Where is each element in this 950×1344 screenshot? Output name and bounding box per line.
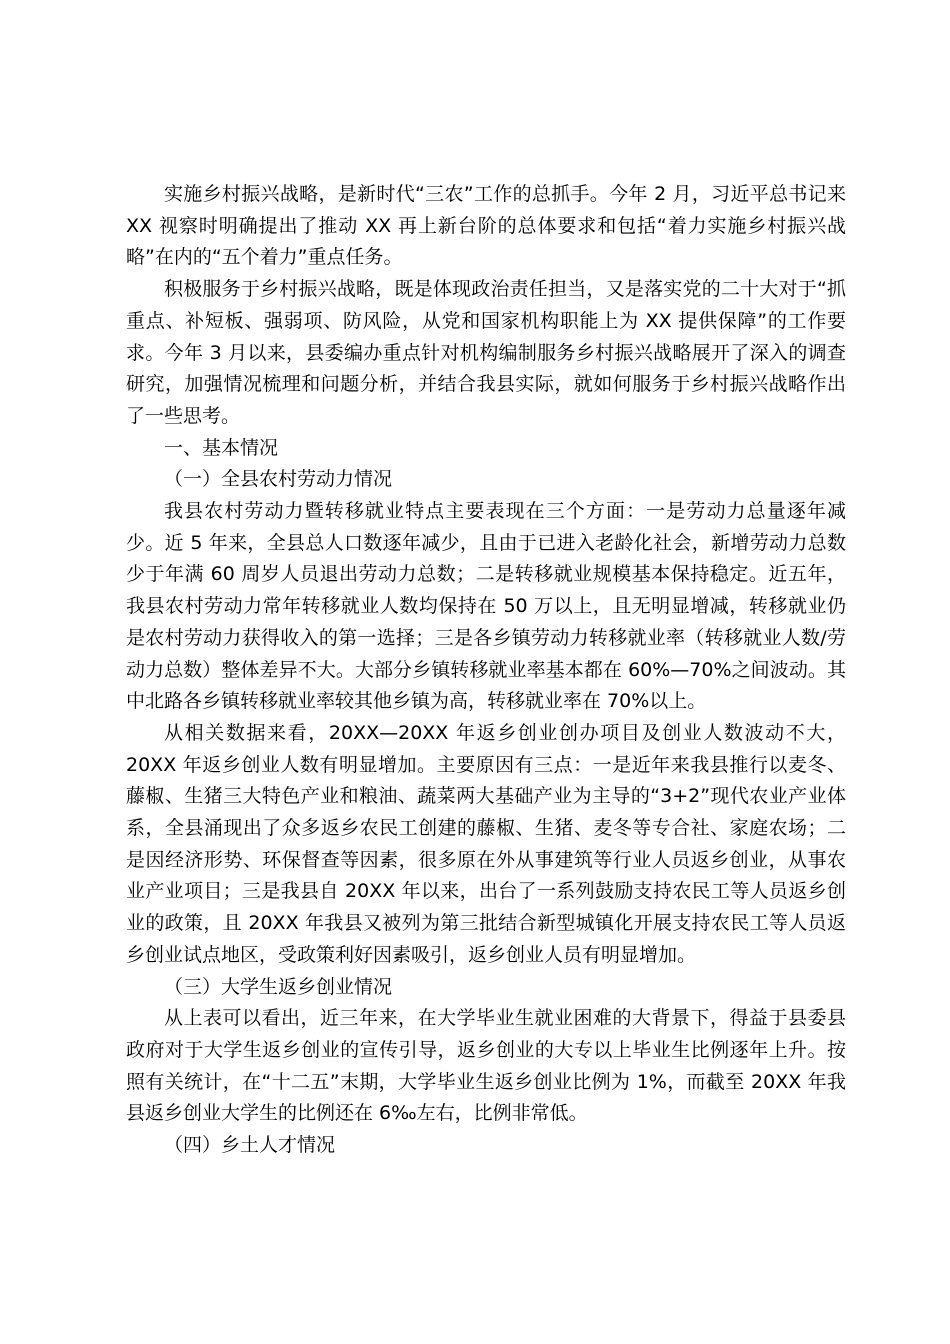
paragraph-return-entrepreneurship: 从相关数据来看，20XX—20XX 年返乡创业创办项目及创业人数波动不大，20XX 年返乡创业人数有明显增加。主要原因有三点：一是近年来我县推行以麦冬、藤椒、生猪三大特色产业和粮油、蔬菜两大基础产业为主导的“3+2”现代农业产业体系，全县涌现出了众多返乡农民工创建的藤椒、生猪、麦冬等专合社、家庭农场；二是因经济形势、环保督查等因素，很多原在外从事建筑等行业人员返乡创业，从事农业产业项目；三是我县自 20XX 年以来，出台了一系列鼓励支持农民工等人员返乡创业的政策，且 20XX 年我县又被列为第三批结合新型城镇化开展支持农民工等人员返乡创业试点地区，受政策利好因素吸引，返乡创业人员有明显增加。 [126, 721, 846, 966]
heading-rural-labor: （一）全县农村劳动力情况 [164, 468, 393, 491]
heading-basic-situation: 一、基本情况 [164, 436, 279, 459]
paragraph-service-strategy: 积极服务于乡村振兴战略，既是体现政治责任担当，又是落实党的二十大对于“抓重点、补短板、强弱项、防风险，从党和国家机构职能上为 XX 提供保障”的工作要求。今年 3 月以来，县委编办重点针对机构编制服务乡村振兴战略展开了深入的调查研究，加强情况梳理和问题分析，并结合我县实际，就如何服务于乡村振兴战略作出了一些思考。 [126, 278, 846, 427]
heading-local-talent: （四）乡土人才情况 [164, 1134, 336, 1157]
paragraph-intro: 实施乡村振兴战略，是新时代“三农”工作的总抓手。今年 2 月，习近平总书记来 XX 视察时明确提出了推动 XX 再上新台阶的总体要求和包括“着力实施乡村振兴战略”在内的“五个着力”重点任务。 [126, 183, 853, 269]
paragraph-graduate-analysis: 从上表可以看出，近三年来，在大学毕业生就业困难的大背景下，得益于县委县政府对于大学生返乡创业的宣传引导，返乡创业的大专以上毕业生比例逐年上升。按照有关统计，在“十二五”末期，大学毕业生返乡创业比例为 1%，而截至 20XX 年我县返乡创业大学生的比例还在 6‰左右，比例非常低。 [126, 1007, 846, 1125]
heading-graduate-entrepreneurship: （三）大学生返乡创业情况 [164, 975, 393, 998]
paragraph-labor-features: 我县农村劳动力暨转移就业特点主要表现在三个方面：一是劳动力总量逐年减少。近 5 年来，全县总人口数逐年减少，且由于已进入老龄化社会，新增劳动力总数少于年满 60 周岁人员退出劳动力总数；二是转移就业规模基本保持稳定。近五年，我县农村劳动力常年转移就业人数均保持在 50 万以上，且无明显增减，转移就业仍是农村劳动力获得收入的第一选择；三是各乡镇劳动力转移就业率（转移就业人数/劳动力总数）整体差异不大。大部分乡镇转移就业率基本都在 60%—70%之间波动。其中北路各乡镇转移就业率较其他乡镇为高，转移就业率在 70%以上。 [126, 500, 846, 713]
document-page [126, 179, 853, 1162]
